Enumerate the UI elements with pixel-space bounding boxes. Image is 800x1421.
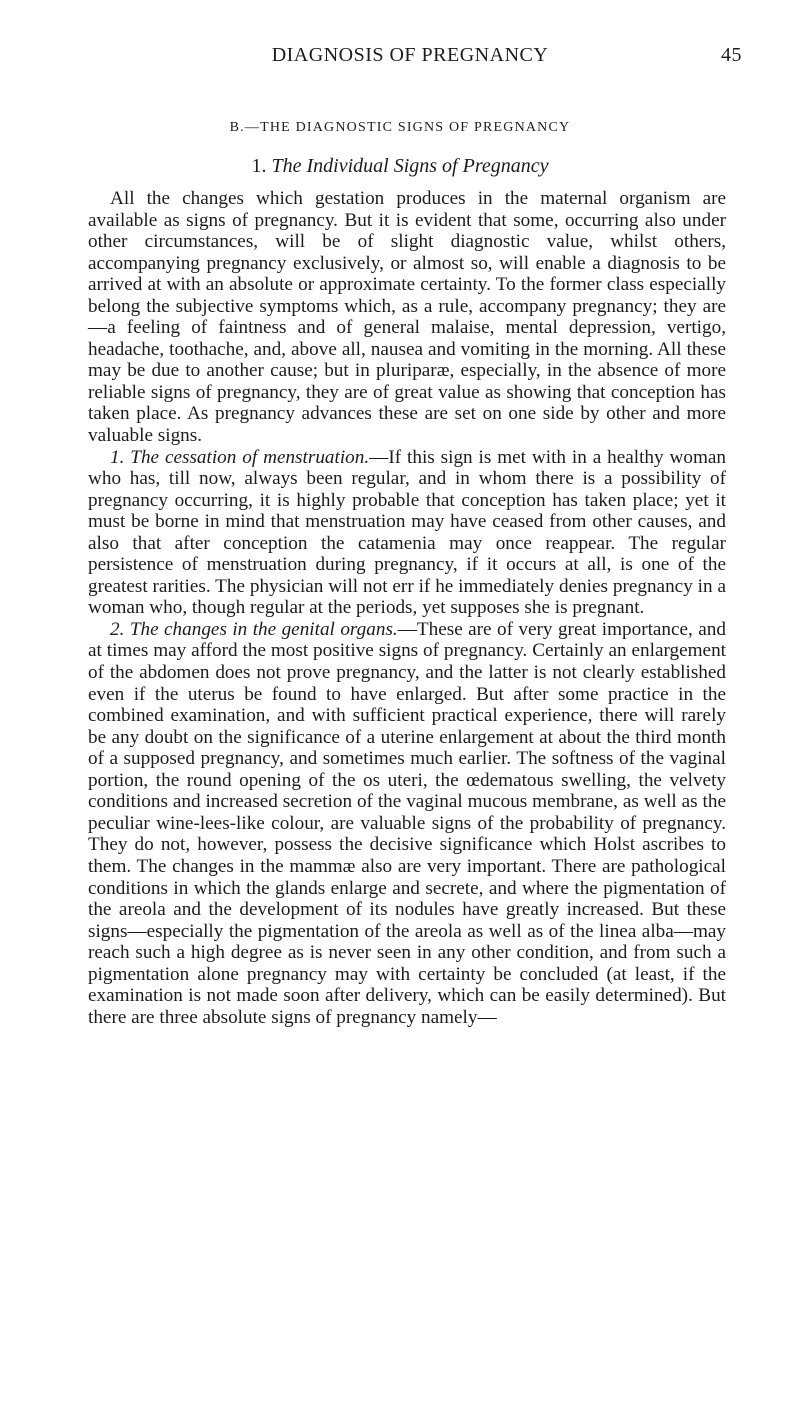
paragraph xyxy=(88,188,726,447)
body-text xyxy=(88,188,726,1028)
subsection-heading xyxy=(0,155,800,178)
paragraph-text: —If this sign is met with in a healthy woman who has, till now, always been regular, and in whom there is a possibility of pregnancy occurring, it is highly probable that conception has taken place; yet it must be borne in mind that menstruation may have ceased from other causes, and also that after conception the catamenia may once reappear. The regular persistence of menstruation during pregnancy, if it occurs at all, is one of the greatest rarities. The physician will not err if he immediately denies pregnancy in a woman who, though regular at the periods, yet supposes she is pregnant. xyxy=(88,446,726,619)
paragraph-text: All the changes which gestation produces in the maternal organism are available as signs of pregnancy. But it is evident that some, occurring also under other circumstances, will be of slight diagnostic value, whilst others, accompanying pregnancy exclusively, or almost so, will enable a diagnosis to be arrived at with an absolute or approximate certainty. To the former class especially belong the subjective symptoms which, as a rule, accompany pregnancy; they are—a feeling of faintness and of general malaise, mental depression, vertigo, headache, toothache, and, above all, nausea and vomiting in the morning. All these may be due to another cause; but in pluriparæ, especially, in the absence of more reliable signs of pregnancy, they are of great value as showing that conception has taken place. As pregnancy advances these are set on one side by other and more valuable signs. xyxy=(88,188,726,447)
page-number: 45 xyxy=(721,44,742,66)
paragraph-lead: 1. The cessation of menstruation. xyxy=(110,446,370,468)
paragraph xyxy=(88,619,726,1028)
running-head-title: DIAGNOSIS OF PREGNANCY xyxy=(271,44,549,66)
subsection-title: The Individual Signs of Pregnancy xyxy=(271,155,549,177)
section-heading: B.—THE DIAGNOSTIC SIGNS OF PREGNANCY xyxy=(229,120,571,135)
paragraph xyxy=(88,447,726,619)
subsection-number: 1. xyxy=(251,155,272,177)
paragraph-lead: 2. The changes in the genital organs. xyxy=(110,618,398,640)
paragraph-text: —These are of very great importance, and at times may afford the most positive signs of pregnancy. Certainly an enlargement of the abdomen does not prove pregnancy, and the latter is not clearly established even if the uterus be found to have enlarged. But after some practice in the combined examination, and with sufficient practical experience, there will rarely be any doubt on the significance of a uterine enlargement at about the third month of a supposed pregnancy, and sometimes much earlier. The softness of the vaginal portion, the round opening of the os uteri, the œdematous swelling, the velvety conditions and increased secretion of the vaginal mucous membrane, as well as the peculiar wine-lees-like colour, are valuable signs of the probability of pregnancy. They do not, however, possess the decisive significance which Holst ascribes to them. The changes in the mammæ also are very important. There are pathological conditions in which the glands enlarge and secrete, and where the pigmentation of the areola and the development of its nodules have greatly increased. But these signs—especially the pigmentation of the areola as well as of the linea alba—may reach such a high degree as is never seen in any other condition, and from such a pigmentation alone pregnancy may with certainty be concluded (at least, if the examination is not made soon after delivery, which can be easily determined). But there are three absolute signs of pregnancy namely— xyxy=(88,618,726,1028)
